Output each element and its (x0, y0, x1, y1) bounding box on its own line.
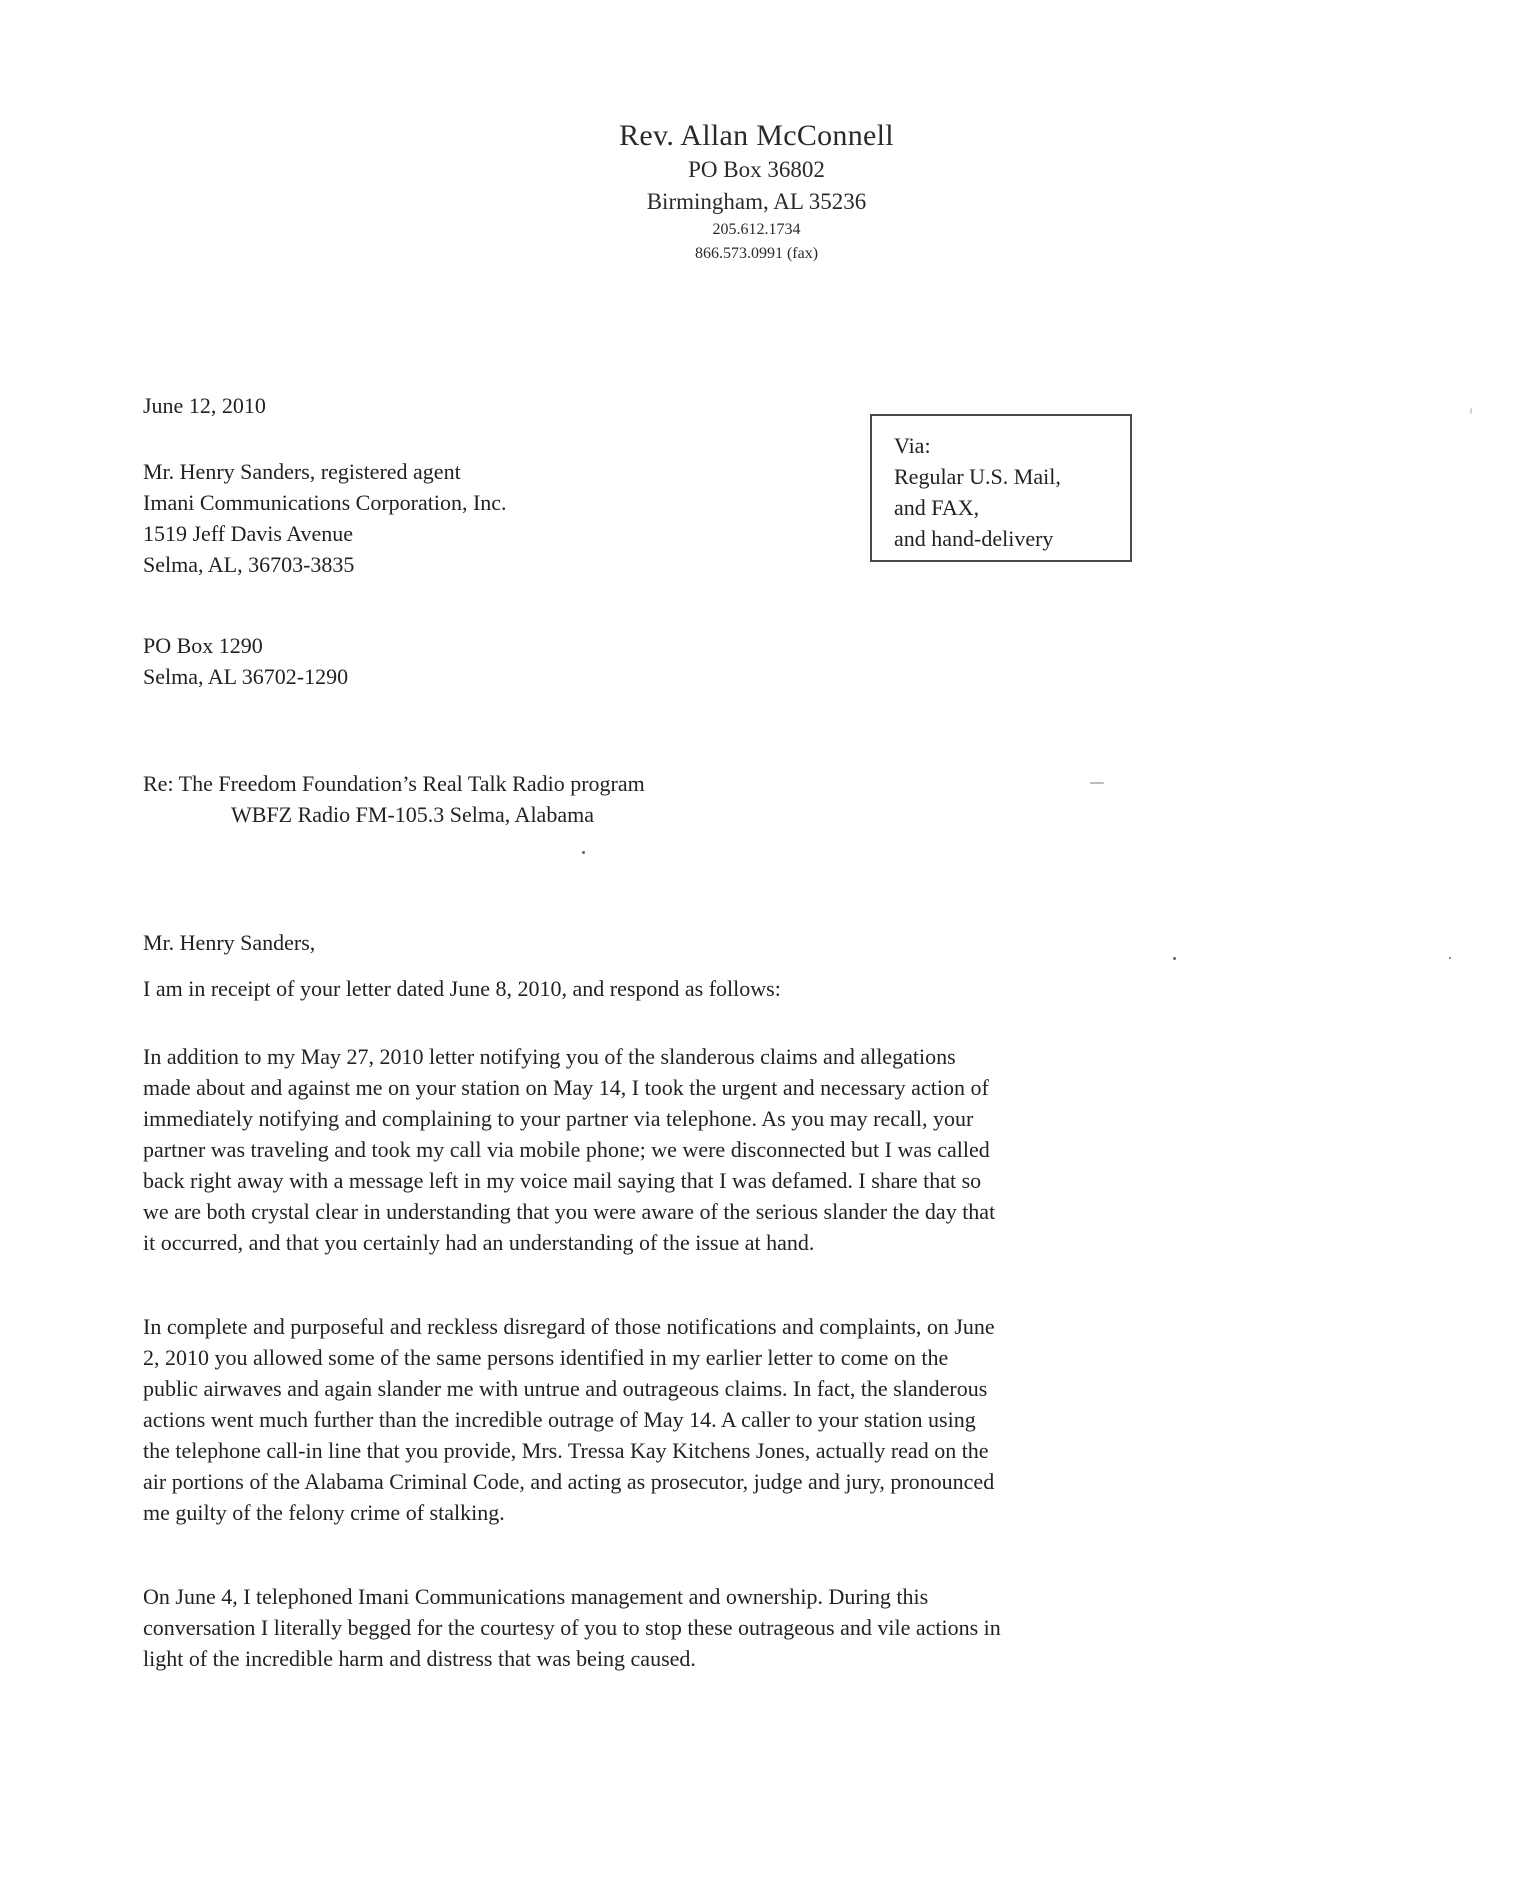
scan-speck (1449, 957, 1451, 959)
paragraph-line: 2, 2010 you allowed some of the same persons identified in my earlier letter to come on the (143, 1345, 949, 1370)
paragraph-line: light of the incredible harm and distress that was being caused. (143, 1646, 696, 1671)
recipient-line: 1519 Jeff Davis Avenue (143, 521, 353, 546)
intro-paragraph: I am in receipt of your letter dated June 8, 2010, and respond as follows: (143, 976, 781, 1001)
paragraph-line: conversation I literally begged for the courtesy of you to stop these outrageous and vile actions in (143, 1615, 1001, 1640)
paragraph-line: made about and against me on your station on May 14, I took the urgent and necessary action of (143, 1075, 989, 1100)
recipient-line: Selma, AL, 36703-3835 (143, 552, 355, 577)
recipient-po-line: Selma, AL 36702-1290 (143, 664, 349, 689)
sender-address-line2: Birmingham, AL 35236 (646, 189, 867, 214)
subject-line-2: WBFZ Radio FM-105.3 Selma, Alabama (231, 802, 594, 827)
recipient-po-line: PO Box 1290 (143, 633, 263, 658)
delivery-method-box (870, 414, 1132, 562)
recipient-address (143, 456, 507, 580)
paragraph-line: me guilty of the felony crime of stalking. (143, 1500, 505, 1525)
paragraph-line: air portions of the Alabama Criminal Code, and acting as prosecutor, judge and jury, pronounced (143, 1469, 995, 1494)
paragraph-line: partner was traveling and took my call via mobile phone; we were disconnected but I was called (143, 1137, 990, 1162)
body-paragraph-2 (143, 1311, 1293, 1528)
scan-speck (582, 851, 585, 854)
subject-line-1: Re: The Freedom Foundation’s Real Talk Radio program (143, 771, 645, 796)
paragraph-line: In complete and purposeful and reckless disregard of those notifications and complaints, on June (143, 1314, 995, 1339)
salutation: Mr. Henry Sanders, (143, 930, 316, 955)
paragraph-line: it occurred, and that you certainly had an understanding of the issue at hand. (143, 1230, 815, 1255)
body-paragraph-1 (143, 1041, 1293, 1258)
scan-speck (1173, 957, 1176, 960)
recipient-po-box (143, 630, 348, 692)
paragraph-line: On June 4, I telephoned Imani Communications management and ownership. During this (143, 1584, 929, 1609)
scan-speck (1090, 782, 1104, 784)
delivery-line: Via: (894, 433, 931, 458)
sender-fax: 866.573.0991 (fax) (694, 245, 819, 262)
recipient-line: Mr. Henry Sanders, registered agent (143, 459, 461, 484)
delivery-line: and FAX, (894, 495, 980, 520)
paragraph-line: actions went much further than the incredible outrage of May 14. A caller to your station using (143, 1407, 976, 1432)
paragraph-line: In addition to my May 27, 2010 letter notifying you of the slanderous claims and allegations (143, 1044, 956, 1069)
paragraph-line: the telephone call-in line that you provide, Mrs. Tressa Kay Kitchens Jones, actually read on the (143, 1438, 989, 1463)
subject-line (143, 768, 645, 830)
letterhead (0, 118, 1513, 266)
paragraph-line: immediately notifying and complaining to your partner via telephone. As you may recall, your (143, 1106, 974, 1131)
sender-address-line1: PO Box 36802 (688, 157, 825, 182)
body-paragraph-3 (143, 1581, 1293, 1674)
delivery-line: Regular U.S. Mail, (894, 464, 1061, 489)
letter-date: June 12, 2010 (143, 393, 266, 418)
scan-speck (1470, 408, 1472, 414)
paragraph-line: we are both crystal clear in understanding that you were aware of the serious slander the day that (143, 1199, 996, 1224)
recipient-line: Imani Communications Corporation, Inc. (143, 490, 507, 515)
paragraph-line: public airwaves and again slander me with untrue and outrageous claims. In fact, the slanderous (143, 1376, 988, 1401)
delivery-line: and hand-delivery (894, 526, 1054, 551)
sender-name: Rev. Allan McConnell (619, 119, 894, 152)
sender-phone: 205.612.1734 (712, 221, 801, 238)
paragraph-line: back right away with a message left in my voice mail saying that I was defamed. I share that so (143, 1168, 982, 1193)
